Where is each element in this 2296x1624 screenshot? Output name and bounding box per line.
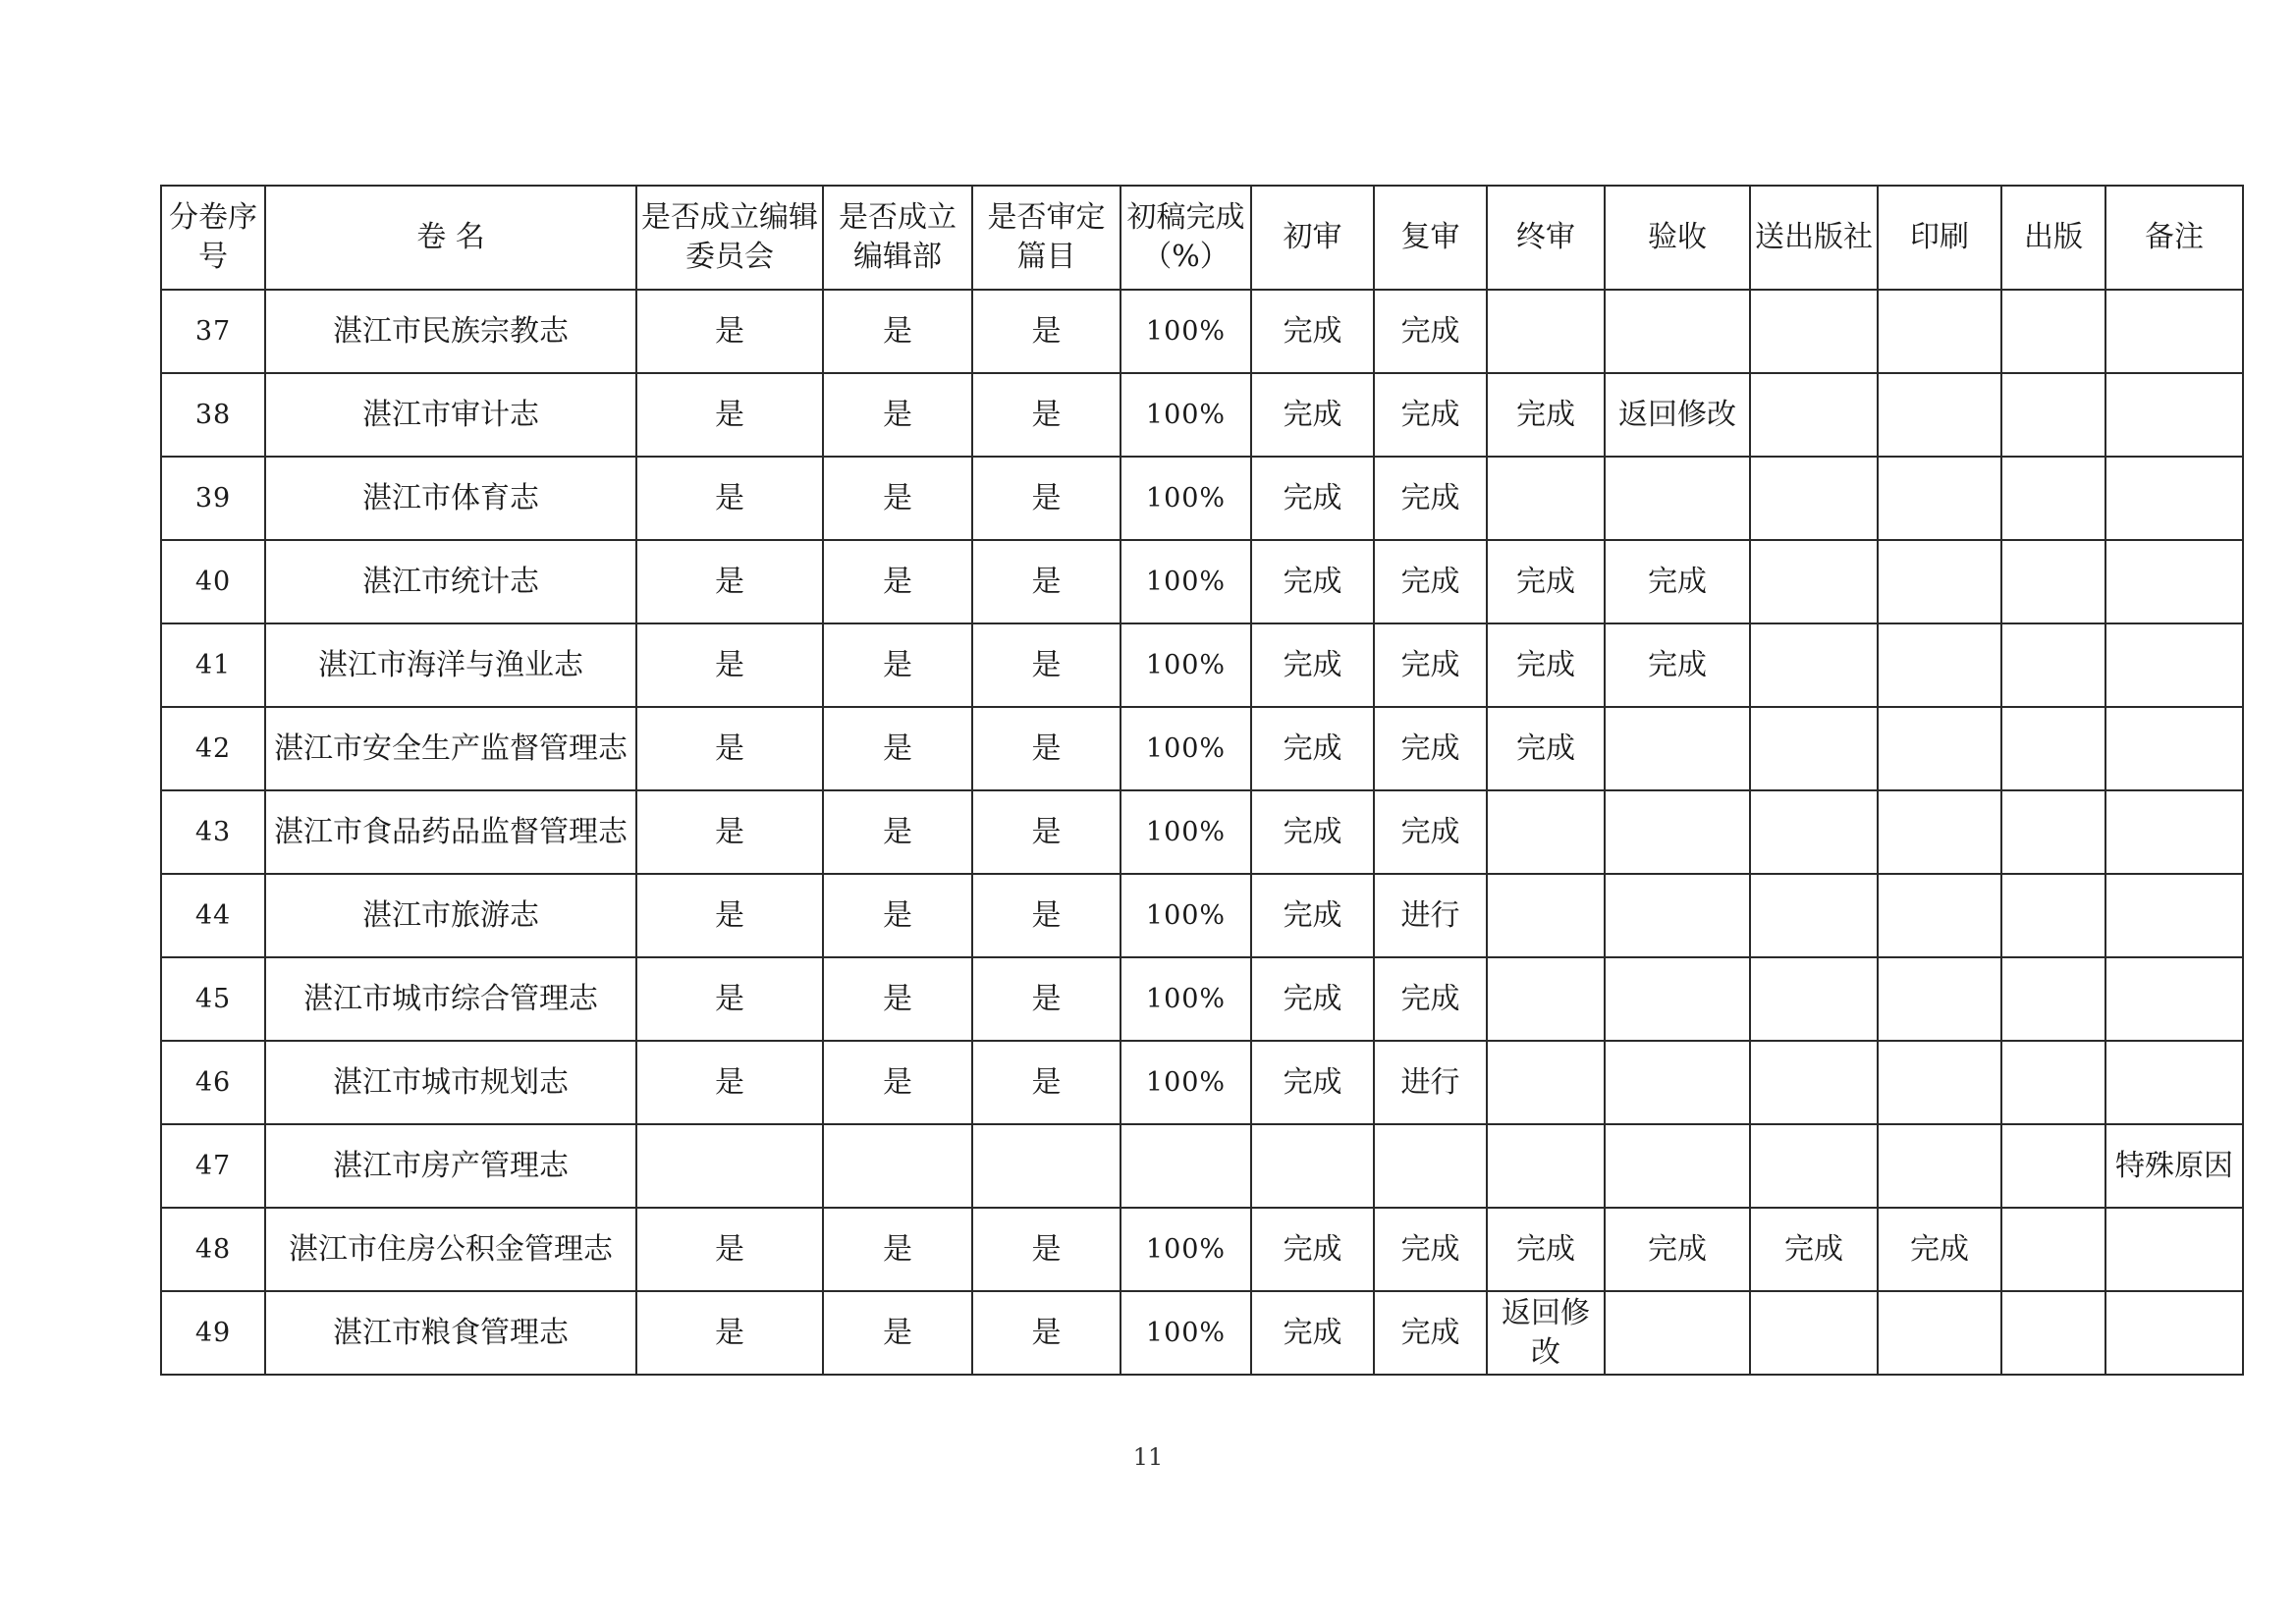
first-review-cell: 完成	[1251, 373, 1374, 457]
editorial-committee-cell: 是	[636, 540, 823, 623]
volume-number-cell: 45	[161, 957, 265, 1041]
first-review-cell: 完成	[1251, 1291, 1374, 1375]
header-publication: 出版	[2001, 186, 2105, 290]
editorial-department-cell: 是	[823, 457, 972, 540]
editorial-department-cell: 是	[823, 1041, 972, 1124]
draft-completion-cell: 100%	[1121, 290, 1251, 373]
volume-name-cell: 湛江市安全生产监督管理志	[265, 707, 636, 790]
draft-completion-cell: 100%	[1121, 540, 1251, 623]
header-draft-completion: 初稿完成（%）	[1121, 186, 1251, 290]
remarks-cell	[2105, 707, 2243, 790]
acceptance-cell	[1605, 957, 1750, 1041]
second-review-cell: 完成	[1374, 457, 1487, 540]
volume-name-cell: 湛江市房产管理志	[265, 1124, 636, 1208]
volume-number-cell: 39	[161, 457, 265, 540]
final-review-cell	[1487, 790, 1605, 874]
draft-completion-cell: 100%	[1121, 957, 1251, 1041]
sent-to-publisher-cell	[1750, 373, 1878, 457]
publication-cell	[2001, 540, 2105, 623]
acceptance-cell	[1605, 707, 1750, 790]
printing-cell	[1878, 874, 2001, 957]
volume-number-cell: 38	[161, 373, 265, 457]
acceptance-cell	[1605, 1041, 1750, 1124]
publication-cell	[2001, 957, 2105, 1041]
editorial-committee-cell: 是	[636, 874, 823, 957]
header-sent-to-publisher: 送出版社	[1750, 186, 1878, 290]
outline-approved-cell: 是	[972, 957, 1121, 1041]
draft-completion-cell	[1121, 1124, 1251, 1208]
volume-number-cell: 46	[161, 1041, 265, 1124]
sent-to-publisher-cell	[1750, 1041, 1878, 1124]
second-review-cell: 完成	[1374, 623, 1487, 707]
volume-number-cell: 47	[161, 1124, 265, 1208]
remarks-cell	[2105, 623, 2243, 707]
acceptance-cell: 完成	[1605, 540, 1750, 623]
volume-name-cell: 湛江市体育志	[265, 457, 636, 540]
printing-cell	[1878, 1124, 2001, 1208]
acceptance-cell	[1605, 290, 1750, 373]
sent-to-publisher-cell: 完成	[1750, 1208, 1878, 1291]
header-final-review: 终审	[1487, 186, 1605, 290]
header-editorial-committee: 是否成立编辑委员会	[636, 186, 823, 290]
final-review-cell	[1487, 290, 1605, 373]
editorial-committee-cell: 是	[636, 373, 823, 457]
remarks-cell	[2105, 790, 2243, 874]
header-volume-name: 卷 名	[265, 186, 636, 290]
first-review-cell: 完成	[1251, 790, 1374, 874]
volume-number-cell: 43	[161, 790, 265, 874]
editorial-committee-cell: 是	[636, 1291, 823, 1375]
first-review-cell: 完成	[1251, 707, 1374, 790]
acceptance-cell: 完成	[1605, 623, 1750, 707]
final-review-cell: 返回修改	[1487, 1291, 1605, 1375]
editorial-committee-cell: 是	[636, 623, 823, 707]
printing-cell	[1878, 1041, 2001, 1124]
table-row	[161, 290, 2243, 373]
first-review-cell	[1251, 1124, 1374, 1208]
editorial-department-cell: 是	[823, 707, 972, 790]
second-review-cell: 完成	[1374, 540, 1487, 623]
table-row	[161, 1208, 2243, 1291]
outline-approved-cell: 是	[972, 707, 1121, 790]
publication-cell	[2001, 790, 2105, 874]
printing-cell	[1878, 290, 2001, 373]
editorial-department-cell: 是	[823, 874, 972, 957]
editorial-department-cell	[823, 1124, 972, 1208]
header-editorial-department: 是否成立编辑部	[823, 186, 972, 290]
header-second-review: 复审	[1374, 186, 1487, 290]
editorial-committee-cell: 是	[636, 1208, 823, 1291]
publication-cell	[2001, 707, 2105, 790]
second-review-cell: 完成	[1374, 790, 1487, 874]
publication-cell	[2001, 1291, 2105, 1375]
volume-progress-table	[160, 185, 2244, 1376]
editorial-committee-cell: 是	[636, 790, 823, 874]
second-review-cell: 完成	[1374, 957, 1487, 1041]
second-review-cell: 进行	[1374, 1041, 1487, 1124]
header-outline-approved: 是否审定篇目	[972, 186, 1121, 290]
remarks-cell	[2105, 290, 2243, 373]
outline-approved-cell: 是	[972, 1291, 1121, 1375]
table-row	[161, 707, 2243, 790]
volume-name-cell: 湛江市城市综合管理志	[265, 957, 636, 1041]
table-row	[161, 1124, 2243, 1208]
editorial-committee-cell: 是	[636, 457, 823, 540]
draft-completion-cell: 100%	[1121, 1041, 1251, 1124]
volume-name-cell: 湛江市审计志	[265, 373, 636, 457]
sent-to-publisher-cell	[1750, 957, 1878, 1041]
volume-name-cell: 湛江市旅游志	[265, 874, 636, 957]
printing-cell	[1878, 707, 2001, 790]
header-volume-number: 分卷序号	[161, 186, 265, 290]
second-review-cell: 完成	[1374, 373, 1487, 457]
publication-cell	[2001, 373, 2105, 457]
volume-name-cell: 湛江市统计志	[265, 540, 636, 623]
first-review-cell: 完成	[1251, 457, 1374, 540]
outline-approved-cell: 是	[972, 1208, 1121, 1291]
draft-completion-cell: 100%	[1121, 874, 1251, 957]
outline-approved-cell: 是	[972, 373, 1121, 457]
remarks-cell	[2105, 540, 2243, 623]
sent-to-publisher-cell	[1750, 1291, 1878, 1375]
editorial-committee-cell: 是	[636, 707, 823, 790]
table-row	[161, 790, 2243, 874]
first-review-cell: 完成	[1251, 290, 1374, 373]
printing-cell: 完成	[1878, 1208, 2001, 1291]
volume-number-cell: 49	[161, 1291, 265, 1375]
header-first-review: 初审	[1251, 186, 1374, 290]
volume-number-cell: 40	[161, 540, 265, 623]
second-review-cell: 进行	[1374, 874, 1487, 957]
volume-number-cell: 48	[161, 1208, 265, 1291]
sent-to-publisher-cell	[1750, 790, 1878, 874]
publication-cell	[2001, 1041, 2105, 1124]
volume-name-cell: 湛江市海洋与渔业志	[265, 623, 636, 707]
first-review-cell: 完成	[1251, 623, 1374, 707]
sent-to-publisher-cell	[1750, 1124, 1878, 1208]
outline-approved-cell: 是	[972, 540, 1121, 623]
acceptance-cell	[1605, 457, 1750, 540]
acceptance-cell	[1605, 874, 1750, 957]
printing-cell	[1878, 540, 2001, 623]
header-remarks: 备注	[2105, 186, 2243, 290]
header-printing: 印刷	[1878, 186, 2001, 290]
table-row	[161, 1041, 2243, 1124]
final-review-cell: 完成	[1487, 540, 1605, 623]
table-row	[161, 874, 2243, 957]
draft-completion-cell: 100%	[1121, 707, 1251, 790]
final-review-cell	[1487, 1124, 1605, 1208]
remarks-cell	[2105, 1208, 2243, 1291]
sent-to-publisher-cell	[1750, 874, 1878, 957]
publication-cell	[2001, 874, 2105, 957]
final-review-cell: 完成	[1487, 623, 1605, 707]
second-review-cell: 完成	[1374, 1208, 1487, 1291]
table-row	[161, 957, 2243, 1041]
table-header-row	[161, 186, 2243, 290]
final-review-cell: 完成	[1487, 373, 1605, 457]
first-review-cell: 完成	[1251, 1208, 1374, 1291]
editorial-committee-cell: 是	[636, 290, 823, 373]
draft-completion-cell: 100%	[1121, 790, 1251, 874]
final-review-cell	[1487, 457, 1605, 540]
sent-to-publisher-cell	[1750, 457, 1878, 540]
publication-cell	[2001, 290, 2105, 373]
volume-number-cell: 44	[161, 874, 265, 957]
draft-completion-cell: 100%	[1121, 1208, 1251, 1291]
publication-cell	[2001, 1208, 2105, 1291]
draft-completion-cell: 100%	[1121, 623, 1251, 707]
sent-to-publisher-cell	[1750, 623, 1878, 707]
editorial-department-cell: 是	[823, 540, 972, 623]
printing-cell	[1878, 457, 2001, 540]
editorial-committee-cell: 是	[636, 1041, 823, 1124]
editorial-department-cell: 是	[823, 290, 972, 373]
printing-cell	[1878, 957, 2001, 1041]
final-review-cell: 完成	[1487, 1208, 1605, 1291]
first-review-cell: 完成	[1251, 874, 1374, 957]
volume-number-cell: 37	[161, 290, 265, 373]
publication-cell	[2001, 457, 2105, 540]
remarks-cell	[2105, 874, 2243, 957]
remarks-cell	[2105, 373, 2243, 457]
page-number: 11	[1132, 1443, 1164, 1471]
volume-number-cell: 41	[161, 623, 265, 707]
draft-completion-cell: 100%	[1121, 373, 1251, 457]
outline-approved-cell	[972, 1124, 1121, 1208]
first-review-cell: 完成	[1251, 540, 1374, 623]
first-review-cell: 完成	[1251, 957, 1374, 1041]
volume-name-cell: 湛江市民族宗教志	[265, 290, 636, 373]
table-row	[161, 457, 2243, 540]
second-review-cell	[1374, 1124, 1487, 1208]
editorial-department-cell: 是	[823, 623, 972, 707]
draft-completion-cell: 100%	[1121, 1291, 1251, 1375]
volume-name-cell: 湛江市食品药品监督管理志	[265, 790, 636, 874]
volume-name-cell: 湛江市住房公积金管理志	[265, 1208, 636, 1291]
sent-to-publisher-cell	[1750, 707, 1878, 790]
sent-to-publisher-cell	[1750, 290, 1878, 373]
table-body	[161, 290, 2243, 1375]
volume-name-cell: 湛江市城市规划志	[265, 1041, 636, 1124]
editorial-department-cell: 是	[823, 373, 972, 457]
first-review-cell: 完成	[1251, 1041, 1374, 1124]
publication-cell	[2001, 623, 2105, 707]
table-row	[161, 373, 2243, 457]
outline-approved-cell: 是	[972, 790, 1121, 874]
acceptance-cell	[1605, 1124, 1750, 1208]
table-row	[161, 540, 2243, 623]
editorial-department-cell: 是	[823, 790, 972, 874]
outline-approved-cell: 是	[972, 623, 1121, 707]
table-row	[161, 1291, 2243, 1375]
outline-approved-cell: 是	[972, 1041, 1121, 1124]
acceptance-cell: 完成	[1605, 1208, 1750, 1291]
printing-cell	[1878, 623, 2001, 707]
second-review-cell: 完成	[1374, 707, 1487, 790]
acceptance-cell: 返回修改	[1605, 373, 1750, 457]
second-review-cell: 完成	[1374, 290, 1487, 373]
header-acceptance: 验收	[1605, 186, 1750, 290]
outline-approved-cell: 是	[972, 457, 1121, 540]
final-review-cell	[1487, 1041, 1605, 1124]
editorial-committee-cell: 是	[636, 957, 823, 1041]
final-review-cell	[1487, 957, 1605, 1041]
editorial-department-cell: 是	[823, 1291, 972, 1375]
volume-name-cell: 湛江市粮食管理志	[265, 1291, 636, 1375]
draft-completion-cell: 100%	[1121, 457, 1251, 540]
table-row	[161, 623, 2243, 707]
final-review-cell: 完成	[1487, 707, 1605, 790]
outline-approved-cell: 是	[972, 874, 1121, 957]
sent-to-publisher-cell	[1750, 540, 1878, 623]
acceptance-cell	[1605, 790, 1750, 874]
printing-cell	[1878, 790, 2001, 874]
printing-cell	[1878, 1291, 2001, 1375]
volume-number-cell: 42	[161, 707, 265, 790]
remarks-cell: 特殊原因	[2105, 1124, 2243, 1208]
second-review-cell: 完成	[1374, 1291, 1487, 1375]
remarks-cell	[2105, 1291, 2243, 1375]
editorial-committee-cell	[636, 1124, 823, 1208]
publication-cell	[2001, 1124, 2105, 1208]
remarks-cell	[2105, 1041, 2243, 1124]
printing-cell	[1878, 373, 2001, 457]
final-review-cell	[1487, 874, 1605, 957]
outline-approved-cell: 是	[972, 290, 1121, 373]
acceptance-cell	[1605, 1291, 1750, 1375]
editorial-department-cell: 是	[823, 957, 972, 1041]
remarks-cell	[2105, 457, 2243, 540]
editorial-department-cell: 是	[823, 1208, 972, 1291]
remarks-cell	[2105, 957, 2243, 1041]
